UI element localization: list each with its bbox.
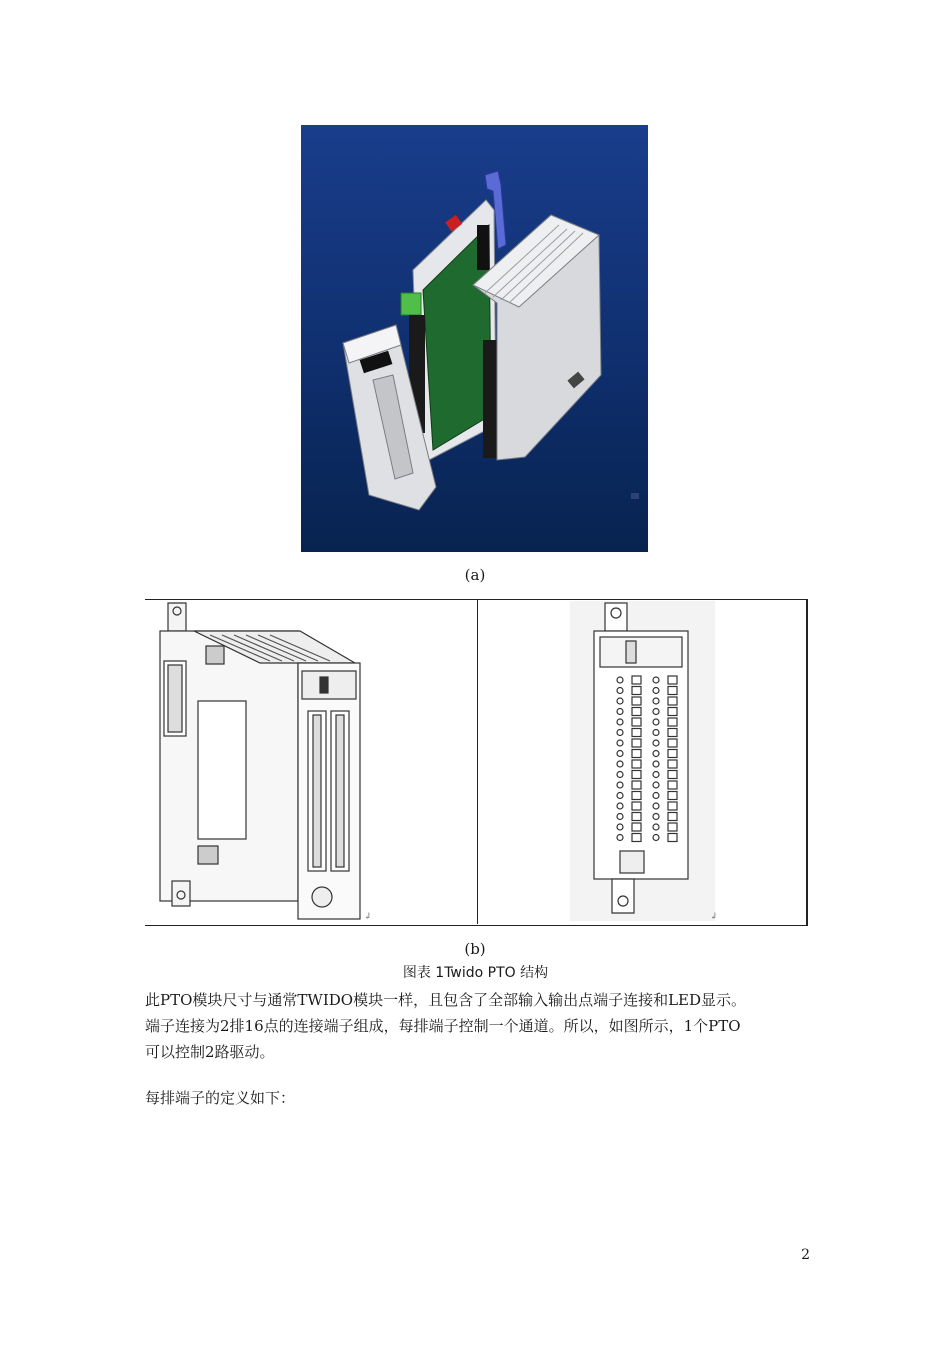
figure-title: 图表 1Twido PTO 结构 <box>402 965 549 981</box>
paragraph-line-3: 可以控制2路驱动。 <box>145 1043 275 1061</box>
module-side-view-drawing <box>150 601 468 921</box>
body-paragraph <box>145 987 807 1065</box>
figure-a-image <box>301 125 648 552</box>
figure-b-divider <box>477 599 478 924</box>
figure-b-caption: (b) <box>464 940 486 958</box>
definition-intro: 每排端子的定义如下： <box>145 1089 296 1107</box>
page-number: 2 <box>801 1247 810 1263</box>
paragraph-line-1: 此PTO模块尺寸与通常TWIDO模块一样，且包含了全部输入输出点端子连接和LED显示。 <box>145 991 747 1009</box>
paragraph-line-2: 端子连接为2排16点的连接端子组成，每排端子控制一个通道。所以，如图所示，1个PTO <box>145 1017 741 1035</box>
module-front-view-drawing <box>570 601 718 922</box>
figure-a-caption: (a) <box>464 566 486 584</box>
svg-text:↲: ↲ <box>364 912 372 922</box>
svg-text:↲: ↲ <box>710 912 718 922</box>
